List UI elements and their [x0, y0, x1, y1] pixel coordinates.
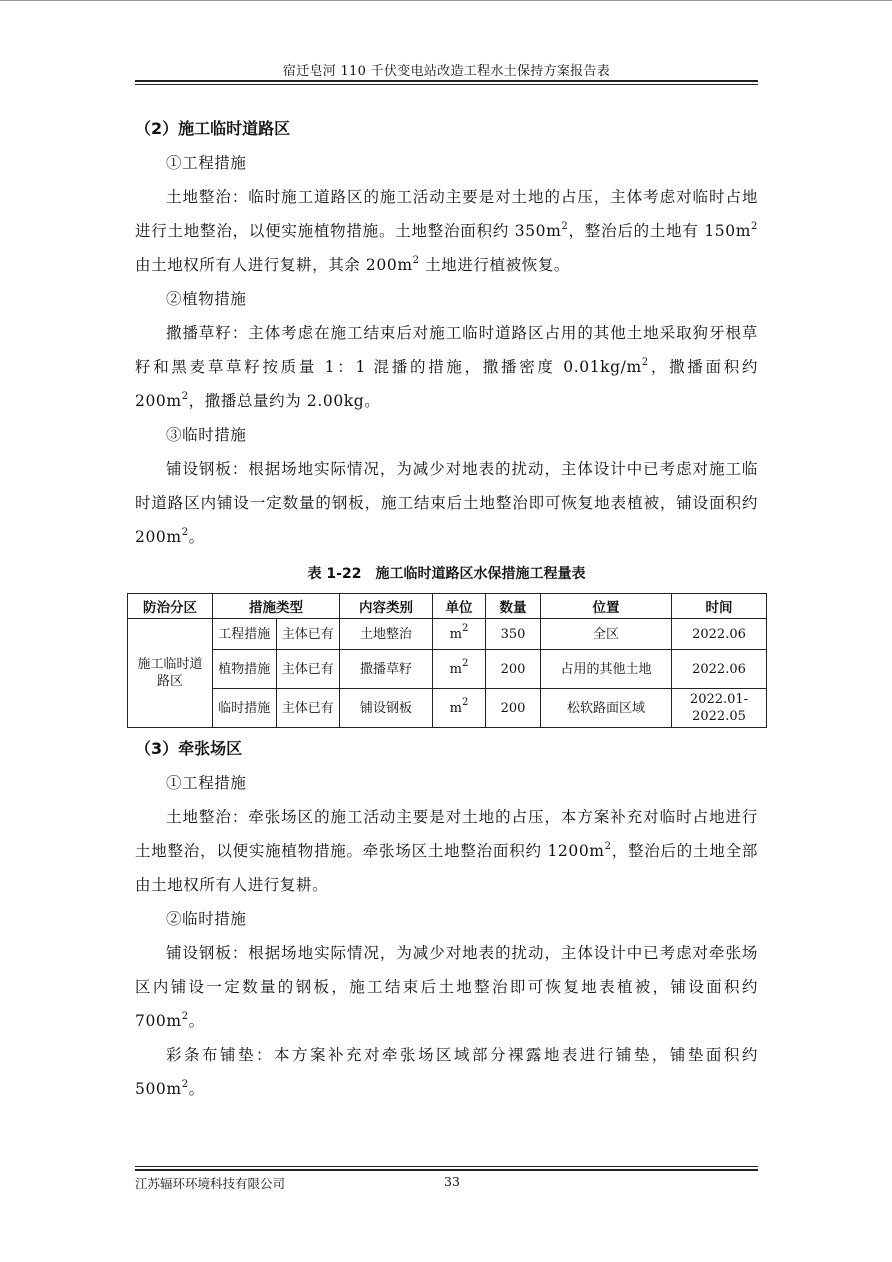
footer-rule-thin [135, 1166, 758, 1167]
table-row [128, 650, 767, 689]
time-cell: 2022.06 [672, 619, 767, 650]
section-heading: （3）牵张场区 [135, 739, 243, 758]
paragraph: 铺设钢板：根据场地实际情况，为减少对地表的扰动，主体设计中已考虑对施工临时道路区内铺设一定数量的钢板，施工结束后土地整治即可恢复地表植被，铺设面积约 $200m^2$。 [135, 460, 758, 546]
unit-cell: $m^2$ [433, 689, 486, 728]
table-caption: 表 1-22 施工临时道路区水保措施工程量表 [307, 566, 586, 582]
zone-cell: 施工临时道路区 [128, 619, 213, 728]
paragraph: 撒播草籽：主体考虑在施工结束后对施工临时道路区占用的其他土地采取狗牙根草籽和黑麦草草籽按质量 1：1 混播的措施，撒播密度 $0.01kg/m^2$，撒播面积约 $200m^2$，撒播总量约为 2.00kg。 [135, 324, 758, 410]
page-header-title: 宿迁皂河 110 千伏变电站改造工程水土保持方案报告表 [282, 64, 611, 79]
table-header-row [128, 594, 767, 619]
measure-type-cell: 临时措施 [213, 689, 277, 728]
content-cell: 铺设钢板 [340, 689, 433, 728]
header-time: 时间 [672, 594, 767, 619]
location-cell: 松软路面区域 [541, 689, 672, 728]
header-rule-thin [135, 84, 758, 85]
source-cell: 主体已有 [276, 689, 340, 728]
location-cell: 全区 [541, 619, 672, 650]
header-measure-type: 措施类型 [213, 594, 340, 619]
table-row [128, 689, 767, 728]
content-cell: 撒播草籽 [340, 650, 433, 689]
quantity-cell: 350 [486, 619, 541, 650]
subsection-heading: ③临时措施 [166, 426, 247, 444]
header-zone: 防治分区 [128, 594, 213, 619]
subsection-heading: ①工程措施 [166, 774, 247, 792]
subsection-heading: ②植物措施 [166, 290, 247, 308]
document-body [135, 112, 758, 1106]
top-border [0, 0, 892, 1]
header-rule [135, 80, 758, 82]
source-cell: 主体已有 [276, 650, 340, 689]
content-cell: 土地整治 [340, 619, 433, 650]
time-cell: 2022.01-2022.05 [672, 689, 767, 728]
time-cell: 2022.06 [672, 650, 767, 689]
unit-cell: $m^2$ [433, 650, 486, 689]
paragraph: 彩条布铺垫：本方案补充对牵张场区域部分裸露地表进行铺垫，铺垫面积约 $500m^2$。 [135, 1046, 758, 1098]
quantity-cell: 200 [486, 689, 541, 728]
header-quantity: 数量 [486, 594, 541, 619]
paragraph: 土地整治：牵张场区的施工活动主要是对土地的占压，本方案补充对临时占地进行土地整治，以便实施植物措施。牵张场区土地整治面积约 $1200m^2$，整治后的土地全部由土地权所有人进行复耕。 [135, 808, 758, 894]
header-location: 位置 [541, 594, 672, 619]
header-unit: 单位 [433, 594, 486, 619]
quantity-table [127, 593, 767, 728]
location-cell: 占用的其他土地 [541, 650, 672, 689]
measure-type-cell: 植物措施 [213, 650, 277, 689]
footer-company-name: 江苏辐环环境科技有限公司 [135, 1176, 286, 1191]
page-number: 33 [444, 1174, 460, 1189]
subsection-heading: ①工程措施 [166, 154, 247, 172]
footer-rule [135, 1169, 758, 1171]
unit-cell: $m^2$ [433, 619, 486, 650]
paragraph: 土地整治：临时施工道路区的施工活动主要是对土地的占压，主体考虑对临时占地进行土地整治，以便实施植物措施。土地整治面积约 $350m^2$，整治后的土地有 $150m^2$ 由土地权所有人进行复耕，其余 $200m^2$ 土地进行植被恢复。 [135, 188, 758, 274]
source-cell: 主体已有 [276, 619, 340, 650]
quantity-cell: 200 [486, 650, 541, 689]
subsection-heading: ②临时措施 [166, 910, 247, 928]
header-content: 内容类别 [340, 594, 433, 619]
table-row [128, 619, 767, 650]
paragraph: 铺设钢板：根据场地实际情况，为减少对地表的扰动，主体设计中已考虑对牵张场区内铺设一定数量的钢板，施工结束后土地整治即可恢复地表植被，铺设面积约 $700m^2$。 [135, 944, 758, 1030]
measure-type-cell: 工程措施 [213, 619, 277, 650]
section-heading: （2）施工临时道路区 [135, 119, 291, 138]
